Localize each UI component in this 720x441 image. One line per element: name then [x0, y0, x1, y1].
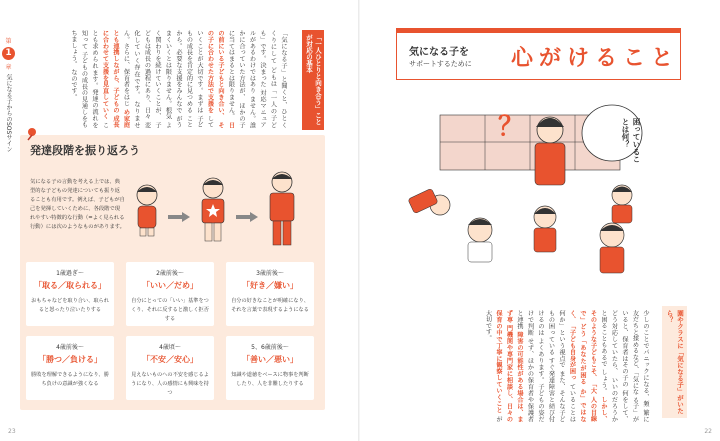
stage-description: 自分の好きなことが明確になり、それを言葉で表現するようになる	[231, 298, 309, 313]
stage-card	[26, 262, 114, 326]
body-line: 子どもの成長の見通しをもちましょう。	[70, 30, 88, 128]
stage-description: 自分にとっての「いい」基準をつくり、それに反すると激しく拒否する	[131, 298, 209, 322]
body-line: いいのだろうかと困ることもあるで	[600, 310, 618, 422]
question-mark: ？	[498, 112, 525, 142]
body-line: しょう。	[600, 369, 607, 395]
body-line: 子どもの成長を肯定的に見つめる	[185, 30, 203, 128]
development-title: 発達段階を振り返ろう	[30, 144, 140, 157]
arrow-icon	[168, 212, 190, 222]
body-text-right	[388, 310, 650, 422]
body-line: 門機関や専門家に相談し、日々の	[505, 325, 513, 422]
stage-keyword: 「好き／嫌い」	[242, 281, 298, 290]
stage-keyword: 「不安／安心」	[142, 355, 198, 364]
body-line: ほかの子に当てはまるとは限りません。	[227, 30, 245, 128]
stage-description: 見えないものへの不安を感じるようになり、人の感情にも興味を持つ	[131, 372, 209, 396]
stage-card	[26, 336, 114, 400]
stage-age: 1歳過ぎ〜	[56, 270, 84, 277]
body-line: ことも求められます。発達の流れを知って	[80, 30, 109, 128]
body-text-left	[28, 30, 288, 128]
chapter-suffix: 章	[5, 64, 12, 71]
kid-crying-right	[600, 223, 624, 273]
section-label: 「一人ひとりと向き合う」ことが対応の基本	[302, 30, 324, 130]
body-line: なのです。	[70, 69, 77, 101]
body-line: また、そんな子どもの困っている	[547, 310, 565, 422]
stage-card	[126, 262, 214, 326]
chapter-prefix: 第	[5, 38, 12, 45]
stage-keyword: 「勝つ／負ける」	[38, 355, 102, 364]
body-line: よくあります。子どもの姿だけで判断	[526, 310, 544, 422]
body-line: か」ではなく、「子ども自身が困っ	[568, 310, 586, 422]
stage-card	[226, 336, 314, 400]
body-line: め家庭とも連携しながら、子どもの	[112, 30, 130, 128]
body-line: 対応マニュアルがあるわけではあり	[248, 30, 266, 128]
page-number-left: 23	[8, 428, 16, 435]
body-line: が大切です。	[484, 310, 502, 422]
child-illustration	[196, 176, 230, 248]
body-line: 「気になる子」と聞くと、ひとくくりにして	[269, 30, 287, 128]
page-title: 心がけること	[511, 46, 680, 71]
info-label	[662, 306, 687, 418]
stage-age: 2歳前後〜	[156, 270, 184, 277]
body-line: しかし、そのような子どもこそ、「大	[589, 310, 607, 422]
pushpin-icon	[26, 127, 40, 141]
development-description: 気になる子の言動を考える上では、典型的な子どもの発達についても振り返ることも有用です。例えば、子どもが自己を発揮していくために、各段階で現れやすい特徴的な行動（=よく見られる行動）には次のようなものがあります。	[30, 179, 125, 230]
body-line: る子」がいると、保育者はその子の	[621, 310, 639, 422]
body-line: その子に合わせた方法で支援を	[206, 30, 224, 128]
body-line: 変化していく存在です。	[133, 30, 151, 128]
older-child-illustration	[264, 170, 300, 254]
kid-crying-left	[468, 218, 492, 262]
body-line: ません。誰かに合っていた方法が、	[238, 30, 256, 128]
body-line: 保育の中で丁寧に観察していくこと	[495, 310, 502, 414]
body-line: よく関わりを続けていくことが、	[154, 30, 172, 128]
stage-age: 3歳前後〜	[256, 270, 284, 277]
info-label-text: 園やクラスに「気になる子」がいたら？	[665, 310, 684, 414]
body-line: 何をして、どう対応していたら、	[610, 310, 628, 422]
title-box	[396, 28, 681, 80]
body-line: ていることは何か」という視点で	[558, 310, 576, 422]
stage-age: 5、6歳前後〜	[251, 344, 289, 351]
kid-sitting-right	[612, 185, 632, 223]
body-line: 繁に友だちと揉めるなど、「気にな	[631, 310, 649, 422]
body-line: せず、ほかの保育者や保護者と連携	[516, 310, 534, 422]
body-line: 人の目線で」どう「あなたが困る	[579, 310, 597, 422]
chapter-number: 1	[2, 47, 15, 60]
stage-description: 勝敗を理解できるようになり、勝ち負けの意識が強くなる	[31, 372, 109, 387]
stage-keyword: 「善い／悪い」	[242, 355, 298, 364]
body-line: がうまくいくとは限りません。根気	[164, 30, 182, 128]
stage-card	[226, 262, 314, 326]
classroom-illustration	[390, 95, 690, 300]
kid-fallen	[408, 188, 450, 215]
body-line: 子どもは成長の過程にあり、日々	[143, 30, 161, 128]
stage-age: 4歳前後〜	[56, 344, 84, 351]
stage-age: 4歳頃〜	[159, 344, 181, 351]
body-line: すぐ発達障害と結び付けるのは	[537, 310, 555, 422]
page-number-right: 22	[704, 428, 712, 435]
body-line: していくことが大切です。まずは	[196, 30, 214, 128]
arrow-icon	[236, 212, 258, 222]
toddler-illustration	[130, 182, 164, 242]
chapter-tab	[0, 36, 17, 152]
speech-bubble-text: 困っていることは何？	[621, 118, 641, 163]
chapter-title: 気になる子からのSOSサイン	[5, 74, 12, 153]
body-line: ことから。必要な支援をみんなで	[175, 30, 193, 128]
body-line: 成長に合わせて支援を見直していく	[101, 30, 119, 128]
body-line: 日の前にいる子どもと向き合い、	[217, 30, 235, 128]
title-line1: 気になる子を	[409, 47, 469, 58]
stage-card	[126, 336, 214, 400]
stage-keyword: 「取る／取られる」	[34, 281, 106, 290]
title-line2: サポートするために	[409, 60, 472, 68]
stage-description: 知識や道徳をベースに物事を判断したり、人を非難したりする	[231, 372, 309, 387]
body-line: 少しのことでパニックになる、頻	[642, 310, 649, 408]
stage-keyword: 「いい／だめ」	[142, 281, 198, 290]
body-line: 障害の可能性がある場合は、まず専	[505, 310, 523, 422]
body-line: どもは「一人の子ども」です。決まった	[259, 30, 277, 128]
title-accent-bar	[397, 29, 680, 33]
kid-center	[534, 206, 556, 252]
right-page	[360, 0, 720, 441]
body-line: なりません。さらに、保育者をはじ	[122, 30, 140, 128]
stage-description: おもちゃなどを取り合い、取られると怒ったり泣いたりする	[31, 298, 109, 313]
